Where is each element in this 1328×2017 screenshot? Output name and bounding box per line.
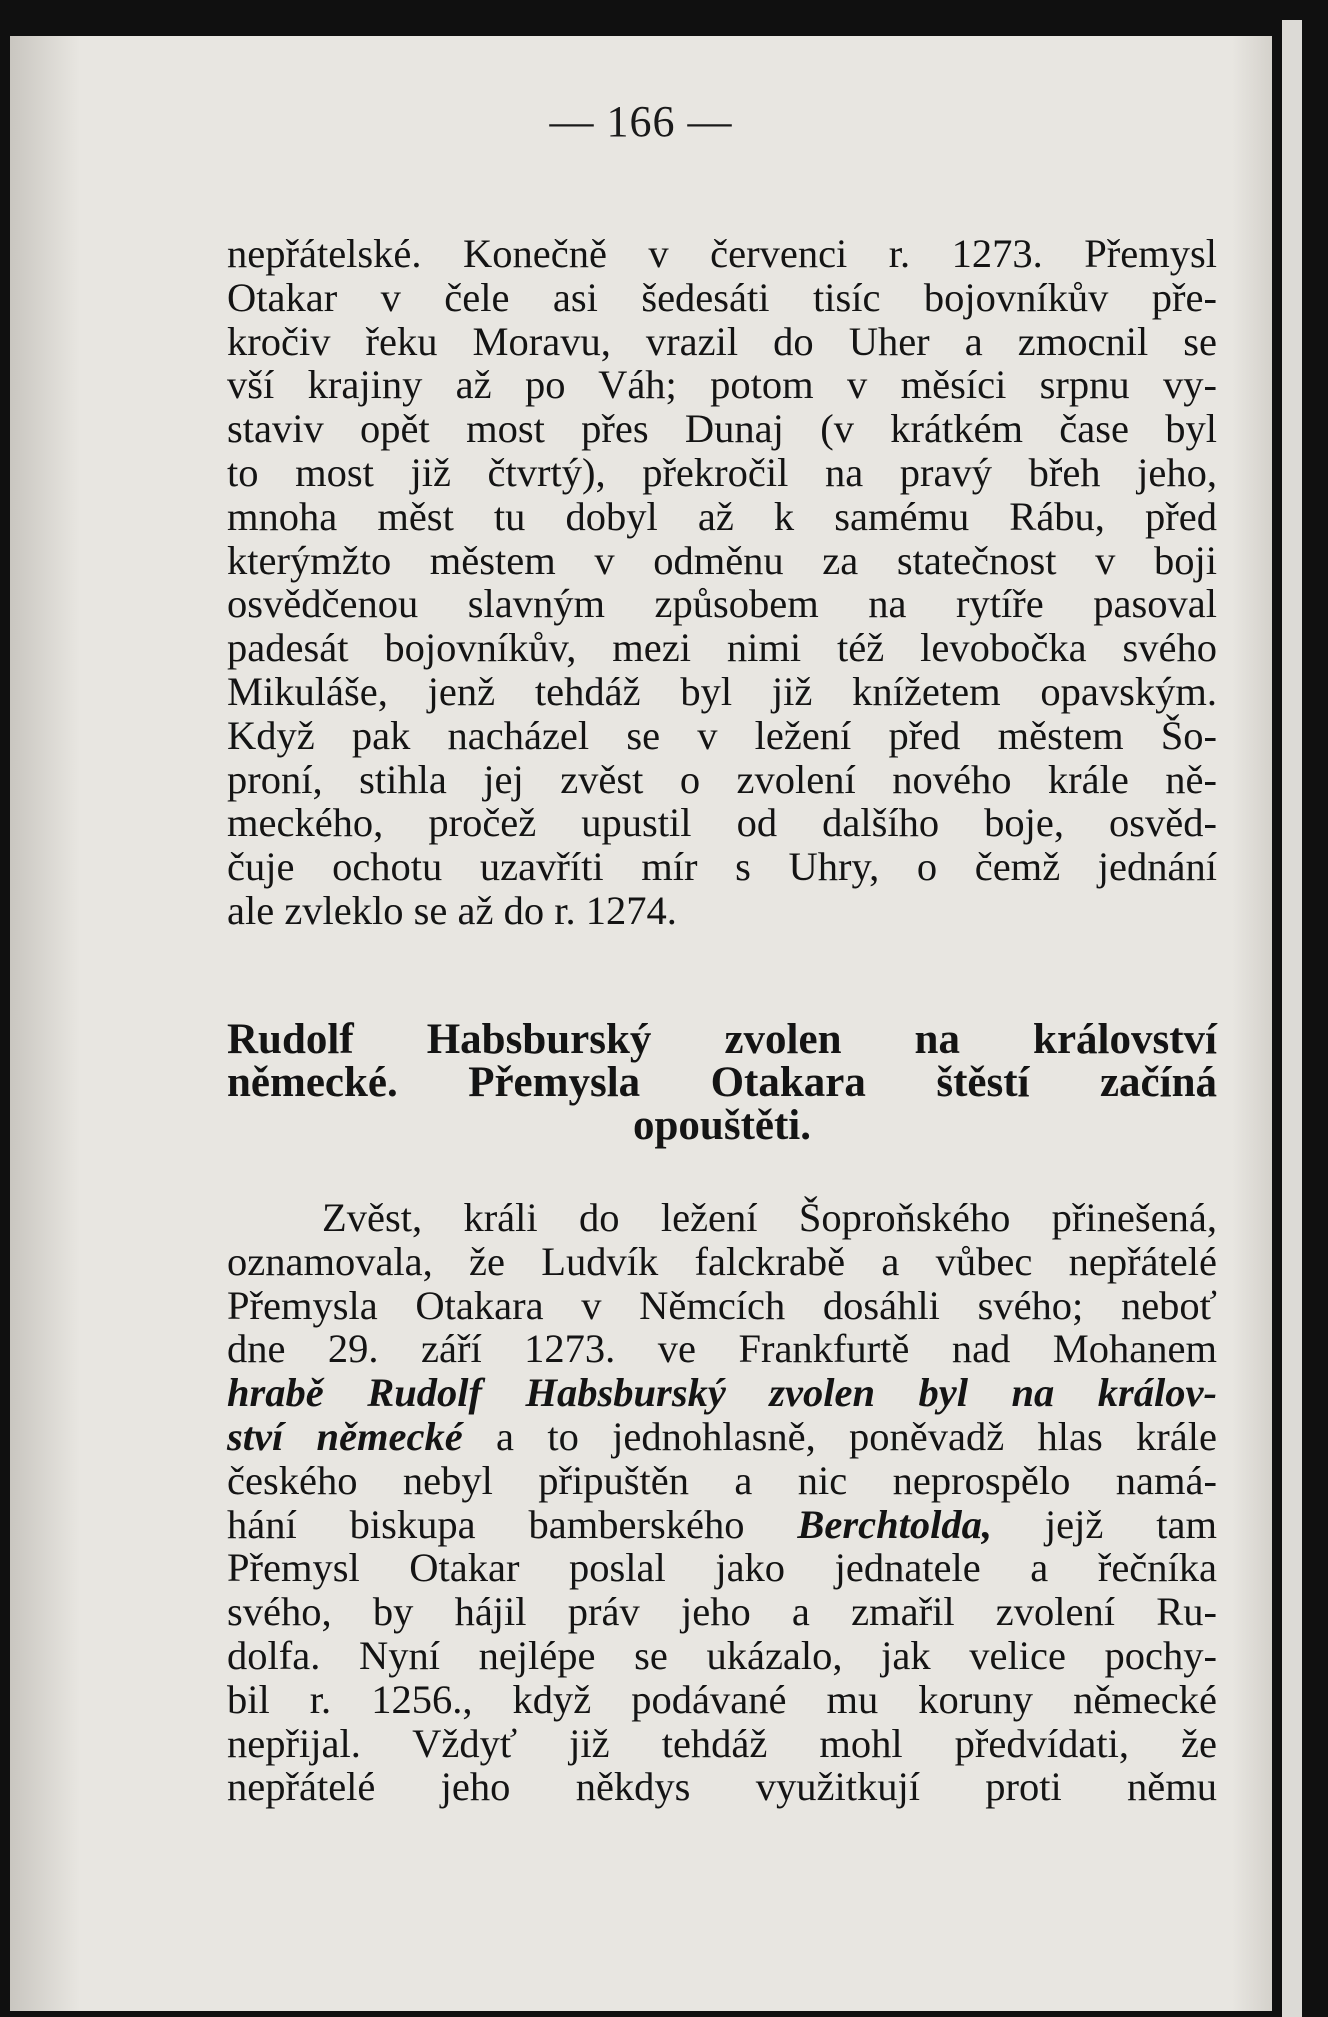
text-line: mnoha měst tu dobyl až k samému Rábu, před	[227, 493, 1217, 539]
text-line: bil r. 1256., když podávané mu koruny německé	[227, 1676, 1217, 1722]
text-line: Otakar v čele asi šedesáti tisíc bojovníkův pře-	[227, 274, 1217, 320]
text-run: jejž tam	[992, 1501, 1217, 1547]
page-number: — 166 —	[549, 97, 733, 146]
text-line: Přemysla Otakara v Němcích dosáhli svého; neboť	[227, 1282, 1217, 1328]
heading-line: německé. Přemysla Otakara štěstí začíná	[227, 1059, 1217, 1106]
text-line: padesát bojovníkův, mezi nimi též levobočka svého	[227, 625, 1217, 671]
paragraph-1	[227, 232, 1217, 933]
heading-line: opouštěti.	[633, 1102, 811, 1149]
text-line: Přemysl Otakar poslal jako jednatele a řečníka	[227, 1545, 1217, 1591]
paragraph-2-text	[227, 1196, 1217, 1809]
book-page	[10, 36, 1272, 2011]
italic-emphasis: hrabě Rudolf Habsburský zvolen byl na králov-	[227, 1370, 1217, 1416]
text-line: Zvěst, králi do ležení Šoproňského přinešená,	[322, 1195, 1217, 1240]
text-line: proní, stihla jej zvěst o zvolení nového krále ně-	[227, 756, 1217, 802]
text-line: to most již čtvrtý), překročil na pravý břeh jeho,	[227, 449, 1217, 495]
text-run: hání biskupa bamberského	[227, 1501, 798, 1547]
text-line: čuje ochotu uzavříti mír s Uhry, o čemž jednání	[227, 844, 1217, 890]
text-line: vší krajiny až po Váh; potom v měsíci srpnu vy-	[227, 362, 1217, 408]
italic-emphasis: ství německé	[227, 1413, 463, 1459]
text-line: ale zvleklo se až do r. 1274.	[227, 887, 677, 933]
text-line: staviv opět most přes Dunaj (v krátkém čase byl	[227, 406, 1217, 452]
text-line: nepřijal. Vždyť již tehdáž mohl předvídati, že	[227, 1720, 1217, 1766]
binding-gutter	[1282, 20, 1302, 2017]
text-line: nepřátelské. Konečně v červenci r. 1273. Přemysl	[227, 231, 1217, 276]
section-heading-text	[227, 1018, 1217, 1147]
text-line: českého nebyl připuštěn a nic neprospělo namá-	[227, 1457, 1217, 1503]
section-heading	[227, 1018, 1217, 1147]
text-line: Mikuláše, jenž tehdáž byl již knížetem opavským.	[227, 668, 1217, 714]
text-line: oznamovala, že Ludvík falckrabě a vůbec nepřátelé	[227, 1238, 1217, 1284]
italic-emphasis: Berchtolda,	[797, 1501, 992, 1547]
text-line: Když pak nacházel se v ležení před městem Šo-	[227, 712, 1217, 758]
text-line: nepřátelé jeho někdys využitkují proti němu	[227, 1764, 1217, 1810]
text-line	[227, 1371, 1217, 1415]
text-line: dolfa. Nyní nejlépe se ukázalo, jak velice pochy-	[227, 1632, 1217, 1678]
text-line	[227, 1503, 1217, 1547]
text-run: a to jednohlasně, poněvadž hlas krále	[462, 1413, 1217, 1459]
heading-line: Rudolf Habsburský zvolen na království	[227, 1016, 1217, 1063]
text-line: meckého, pročež upustil od dalšího boje, osvěd-	[227, 800, 1217, 846]
paragraph-2	[227, 1196, 1217, 1809]
text-line	[227, 1415, 1217, 1459]
text-line: osvědčenou slavným způsobem na rytíře pasoval	[227, 581, 1217, 627]
text-line: dne 29. září 1273. ve Frankfurtě nad Mohanem	[227, 1326, 1217, 1372]
text-line: kterýmžto městem v odměnu za statečnost v boji	[227, 537, 1217, 583]
text-line: svého, by hájil práv jeho a zmařil zvolení Ru-	[227, 1589, 1217, 1635]
paragraph-1-text	[227, 232, 1217, 933]
text-line: kročiv řeku Moravu, vrazil do Uher a zmocnil se	[227, 318, 1217, 364]
